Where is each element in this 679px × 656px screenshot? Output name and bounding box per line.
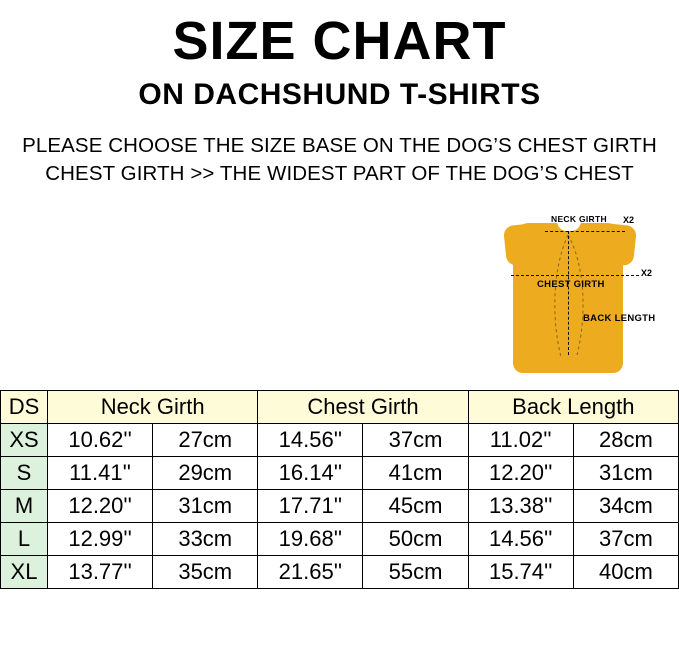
header-chest-girth: Chest Girth [258,391,468,424]
page-subtitle: ON DACHSHUND T-SHIRTS [138,78,541,111]
row-chest-cm: 41cm [363,457,468,490]
row-chest-cm: 37cm [363,424,468,457]
chest-girth-multiplier: X2 [641,268,653,279]
size-table [0,390,679,589]
row-neck-in: 12.99'' [48,523,153,556]
row-size: XS [1,424,48,457]
row-back-cm: 31cm [573,457,678,490]
instruction-line-2: CHEST GIRTH >> THE WIDEST PART OF THE DOG’S CHEST [45,161,634,185]
instruction-line-1: PLEASE CHOOSE THE SIZE BASE ON THE DOG’S CHEST GIRTH [22,134,657,157]
row-chest-in: 14.56'' [258,424,363,457]
header-neck-girth: Neck Girth [48,391,258,424]
row-back-in: 15.74'' [468,556,573,589]
row-back-in: 11.02'' [468,424,573,457]
row-size: L [1,523,48,556]
instructions-block [0,132,679,187]
row-chest-cm: 50cm [363,523,468,556]
size-chart-page [0,11,679,656]
back-length-line [568,231,569,355]
row-back-in: 14.56'' [468,523,573,556]
row-neck-cm: 31cm [153,490,258,523]
row-size: XL [1,556,48,589]
row-back-cm: 40cm [573,556,678,589]
chest-girth-line [511,275,639,276]
header-size: DS [1,391,48,424]
row-neck-in: 13.77'' [48,556,153,589]
neck-girth-multiplier: X2 [623,215,635,226]
row-back-cm: 37cm [573,523,678,556]
header-back-length: Back Length [468,391,678,424]
table-row [1,490,679,523]
table-row [1,424,679,457]
row-size: S [1,457,48,490]
neck-girth-line [545,231,625,232]
table-row [1,457,679,490]
row-neck-cm: 29cm [153,457,258,490]
back-length-label: BACK LENGTH [583,313,656,325]
row-back-cm: 34cm [573,490,678,523]
row-chest-in: 17.71'' [258,490,363,523]
row-chest-in: 19.68'' [258,523,363,556]
table-header-row [1,391,679,424]
row-size: M [1,490,48,523]
chest-girth-label: CHEST GIRTH [537,279,605,291]
page-title: SIZE CHART [172,11,507,71]
row-chest-cm: 55cm [363,556,468,589]
row-neck-in: 11.41'' [48,457,153,490]
neck-girth-label: NECK GIRTH [551,214,607,225]
row-chest-cm: 45cm [363,490,468,523]
row-neck-cm: 35cm [153,556,258,589]
row-back-in: 13.38'' [468,490,573,523]
row-back-in: 12.20'' [468,457,573,490]
row-neck-cm: 27cm [153,424,258,457]
row-neck-in: 10.62'' [48,424,153,457]
tshirt-illustration [0,195,679,390]
row-chest-in: 16.14'' [258,457,363,490]
row-back-cm: 28cm [573,424,678,457]
tshirt-graphic [505,205,656,375]
row-chest-in: 21.65'' [258,556,363,589]
row-neck-cm: 33cm [153,523,258,556]
table-row [1,523,679,556]
row-neck-in: 12.20'' [48,490,153,523]
table-row [1,556,679,589]
